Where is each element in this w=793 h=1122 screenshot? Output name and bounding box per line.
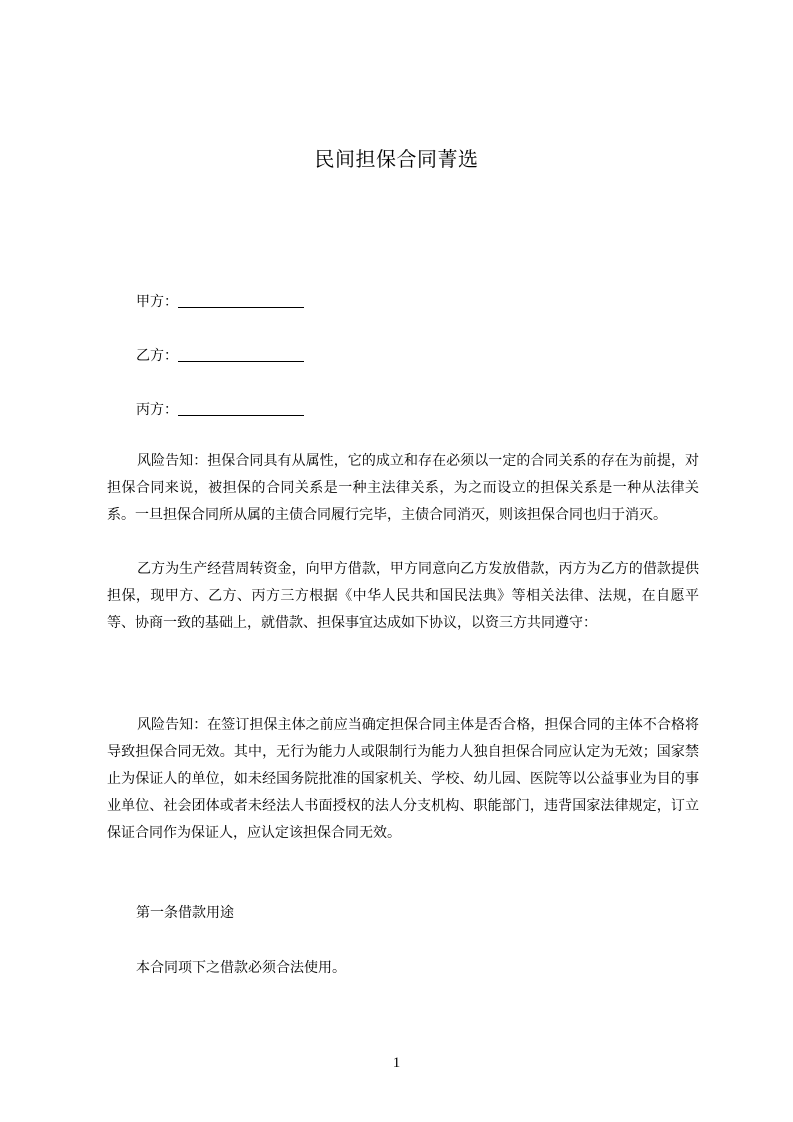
page-number: 1	[392, 1055, 401, 1071]
party-b-field	[136, 346, 304, 366]
party-c-label: 丙方：	[136, 402, 178, 418]
party-b-label: 乙方：	[136, 348, 178, 364]
preamble-paragraph: 乙方为生产经营周转资金，向甲方借款，甲方同意向乙方发放借款，丙方为乙方的借款提供担保，现甲方、乙方、丙方三方根据《中华人民共和国民法典》等相关法律、法规，在自愿平等、协商一致的基础上，就借款、担保事宜达成如下协议，以资三方共同遵守：	[107, 561, 699, 631]
party-c-field	[136, 400, 304, 420]
party-a-field	[136, 292, 304, 312]
party-a-blank-line	[178, 293, 304, 308]
document-title: 民间担保合同菁选	[314, 147, 479, 171]
risk-notice-paragraph-2: 风险告知：在签订担保主体之前应当确定担保合同主体是否合格，担保合同的主体不合格将导致担保合同无效。其中，无行为能力人或限制行为能力人独自担保合同应认定为无效；国家禁止为保证人的单位，如未经国务院批准的国家机关、学校、幼儿园、医院等以公益事业为目的事业单位、社会团体或者未经法人书面授权的法人分支机构、职能部门，违背国家法律规定，订立保证合同作为保证人，应认定该担保合同无效。	[107, 717, 699, 841]
clause-text: 本合同项下之借款必须合法使用。	[136, 960, 346, 976]
party-c-blank-line	[178, 401, 304, 416]
party-b-blank-line	[178, 347, 304, 362]
party-a-label: 甲方：	[136, 294, 178, 310]
clause-heading: 第一条借款用途	[136, 905, 234, 921]
risk-notice-paragraph-1: 风险告知：担保合同具有从属性，它的成立和存在必须以一定的合同关系的存在为前提，对担保合同来说，被担保的合同关系是一种主法律关系，为之而设立的担保关系是一种从法律关系。一旦担保合同所从属的主债合同履行完毕，主债合同消灭，则该担保合同也归于消灭。	[107, 453, 699, 523]
